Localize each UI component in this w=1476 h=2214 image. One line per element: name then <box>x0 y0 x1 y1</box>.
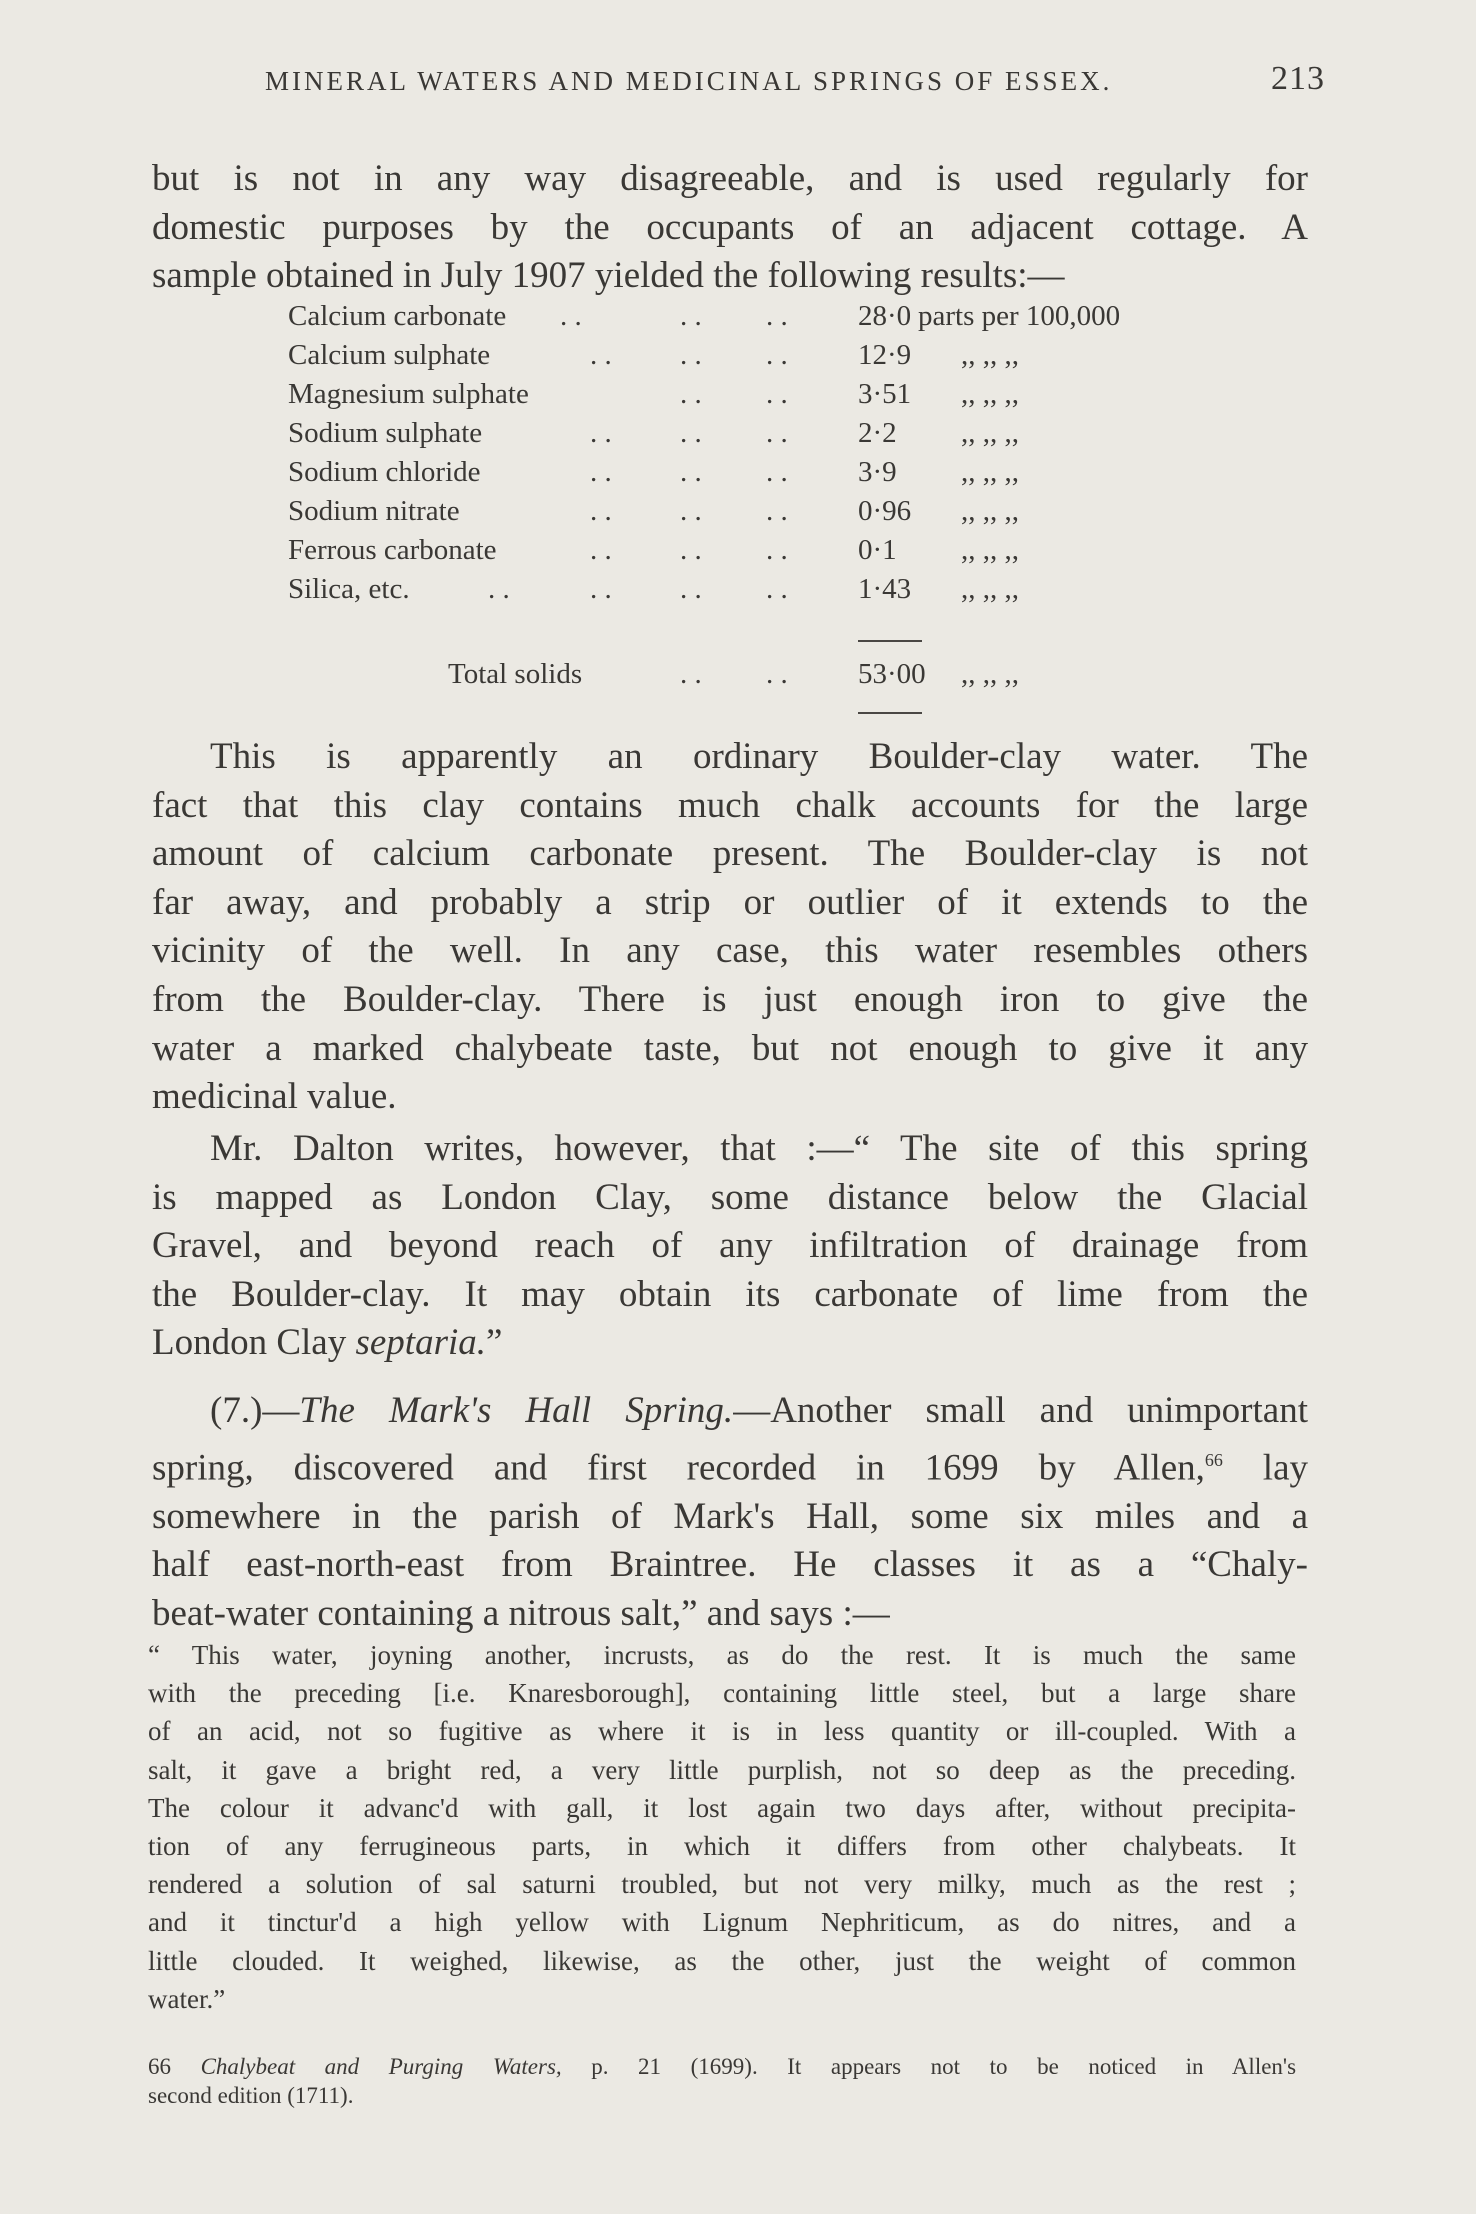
text-line: somewhere in the parish of Mark's Hall, some six miles and a <box>152 1495 1308 1537</box>
text-line: amount of calcium carbonate present. The Boulder-clay is not <box>152 833 1308 875</box>
substance-unit: ,, ,, ,, <box>961 417 1019 449</box>
substance-unit: ,, ,, ,, <box>961 534 1019 566</box>
text-line: fact that this clay contains much chalk accounts for the large <box>152 784 1308 826</box>
quote-line: salt, it gave a bright red, a very little purplish, not so deep as the preceding. <box>148 1754 1296 1785</box>
block-quote <box>148 1636 1296 2018</box>
text-segment: p. 21 (1699). It appears not to be noticed in Allen's <box>591 2054 1297 2079</box>
sum-rule <box>858 640 922 642</box>
substance-unit: parts per 100,000 <box>918 300 1121 332</box>
substance-value: 28·0 <box>858 300 912 332</box>
substance-name: Silica, etc. <box>288 573 410 605</box>
sum-rule <box>858 712 922 714</box>
substance-name: Sodium chloride <box>288 456 481 488</box>
footnote <box>148 2052 1296 2110</box>
text-line: Mr. Dalton writes, however, that :—“ The site of this spring <box>210 1128 1308 1169</box>
text-segment: London Clay <box>152 1322 347 1364</box>
substance-name: Magnesium sulphate <box>288 378 529 410</box>
text-line: This is apparently an ordinary Boulder-clay water. The <box>210 736 1308 777</box>
paragraph-boulder-clay <box>152 733 1308 1122</box>
substance-unit: ,, ,, ,, <box>961 339 1019 371</box>
running-head <box>265 60 1325 97</box>
text-segment: —Another small and unimportant <box>733 1390 1308 1431</box>
paragraph-dalton <box>152 1125 1308 1368</box>
footnote-line: second edition (1711). <box>148 2083 354 2108</box>
text-line: the Boulder-clay. It may obtain its carbonate of lime from the <box>152 1273 1308 1315</box>
text-line: vicinity of the well. In any case, this water resembles others <box>152 930 1308 972</box>
text-line: half east-north-east from Braintree. He classes it as a “Chaly- <box>152 1544 1308 1586</box>
substance-unit: ,, ,, ,, <box>961 495 1019 527</box>
text-line <box>152 1387 1308 1436</box>
closing-quote: ” <box>486 1322 503 1364</box>
quote-line: “ This water, joyning another, incrusts, as do the rest. It is much the same <box>148 1640 1296 1670</box>
substance-value: 3·51 <box>858 378 912 410</box>
quote-line: tion of any ferrugineous parts, in which it differs from other chalybeats. It <box>148 1831 1296 1862</box>
text-line: Gravel, and beyond reach of any infiltration of drainage from <box>152 1225 1308 1267</box>
quote-line: and it tinctur'd a high yellow with Lignum Nephriticum, as do nitres, and a <box>148 1907 1296 1938</box>
text-line: is mapped as London Clay, some distance below the Glacial <box>152 1176 1308 1218</box>
substance-name: Calcium carbonate <box>288 300 507 332</box>
substance-unit: ,, ,, ,, <box>961 456 1019 488</box>
footnote-ref: 66 <box>1204 1449 1223 1470</box>
substance-value: 3·9 <box>858 456 897 488</box>
quote-line: little clouded. It weighed, likewise, as the other, just the weight of common <box>148 1945 1296 1976</box>
quote-line: water.” <box>148 1983 226 2014</box>
analysis-table <box>288 300 1188 690</box>
substance-value: 0·96 <box>858 495 912 527</box>
substance-unit: ,, ,, ,, <box>961 378 1019 410</box>
table-row: Magnesium sulphate . . . . 3·51 ,, ,, ,, <box>288 378 1019 410</box>
text-line: from the Boulder-clay. There is just enough iron to give the <box>152 978 1308 1020</box>
substance-name: Sodium nitrate <box>288 495 460 527</box>
section-title: The Mark's Hall Spring. <box>299 1390 734 1431</box>
footnote-title: Chalybeat and Purging Waters, <box>200 2054 562 2079</box>
table-row: Calcium carbonate . . . . . . 28·0 parts per 100,000 <box>288 300 1121 332</box>
text-line <box>152 1319 1308 1368</box>
text-line: sample obtained in July 1907 yielded the following results:— <box>152 255 1065 297</box>
table-row: Silica, etc. . . . . . . . . 1·43 ,, ,, ,, <box>288 573 1019 605</box>
substance-name: Calcium sulphate <box>288 339 491 371</box>
text-line: water a marked chalybeate taste, but not enough to give it any <box>152 1027 1308 1069</box>
table-row: Ferrous carbonate . . . . . . 0·1 ,, ,, ,, <box>288 534 1019 566</box>
table-row: Sodium sulphate . . . . . . 2·2 ,, ,, ,, <box>288 417 1019 449</box>
italic-term: septaria. <box>355 1322 487 1364</box>
text-segment: spring, discovered and first recorded in 1699 by Allen, <box>152 1446 1205 1488</box>
paragraph-marks-hall <box>152 1387 1308 1638</box>
substance-value: 12·9 <box>858 339 912 371</box>
total-label: Total solids <box>448 658 583 690</box>
text-line: but is not in any way disagreeable, and is used regularly for <box>152 158 1308 199</box>
section-number: (7.)— <box>210 1390 300 1431</box>
intro-paragraph <box>152 155 1308 301</box>
quote-line: with the preceding [i.e. Knaresborough], containing little steel, but a large share <box>148 1678 1296 1709</box>
table-row: Calcium sulphate . . . . . . 12·9 ,, ,, ,, <box>288 339 1019 371</box>
total-unit: ,, ,, ,, <box>961 658 1019 690</box>
table-row: Sodium nitrate . . . . . . 0·96 ,, ,, ,, <box>288 495 1019 527</box>
text-line: far away, and probably a strip or outlier of it extends to the <box>152 881 1308 923</box>
quote-line: The colour it advanc'd with gall, it lost again two days after, without precipita- <box>148 1792 1296 1823</box>
substance-value: 0·1 <box>858 534 897 566</box>
footnote-number: 66 <box>148 2054 171 2079</box>
substance-value: 2·2 <box>858 417 897 449</box>
quote-line: of an acid, not so fugitive as where it is in less quantity or ill-coupled. With a <box>148 1716 1296 1747</box>
substance-name: Ferrous carbonate <box>288 534 497 566</box>
running-title: MINERAL WATERS AND MEDICINAL SPRINGS OF ESSEX. <box>265 66 1113 96</box>
text-line: domestic purposes by the occupants of an adjacent cottage. A <box>152 206 1308 248</box>
footnote-line <box>148 2052 1296 2081</box>
text-line: beat-water containing a nitrous salt,” and says :— <box>152 1592 890 1634</box>
text-line <box>152 1436 1308 1493</box>
table-row: Sodium chloride . . . . . . 3·9 ,, ,, ,, <box>288 456 1019 488</box>
text-segment: lay <box>1222 1446 1308 1488</box>
quote-line: rendered a solution of sal saturni troubled, but not very milky, much as the rest ; <box>148 1869 1296 1900</box>
total-value: 53·00 <box>858 658 926 690</box>
substance-name: Sodium sulphate <box>288 417 483 449</box>
text-line: medicinal value. <box>152 1076 397 1118</box>
substance-value: 1·43 <box>858 573 912 605</box>
total-row: Total solids . . . . 53·00 ,, ,, ,, <box>448 658 1019 690</box>
substance-unit: ,, ,, ,, <box>961 573 1019 605</box>
page-number: 213 <box>1271 60 1325 97</box>
